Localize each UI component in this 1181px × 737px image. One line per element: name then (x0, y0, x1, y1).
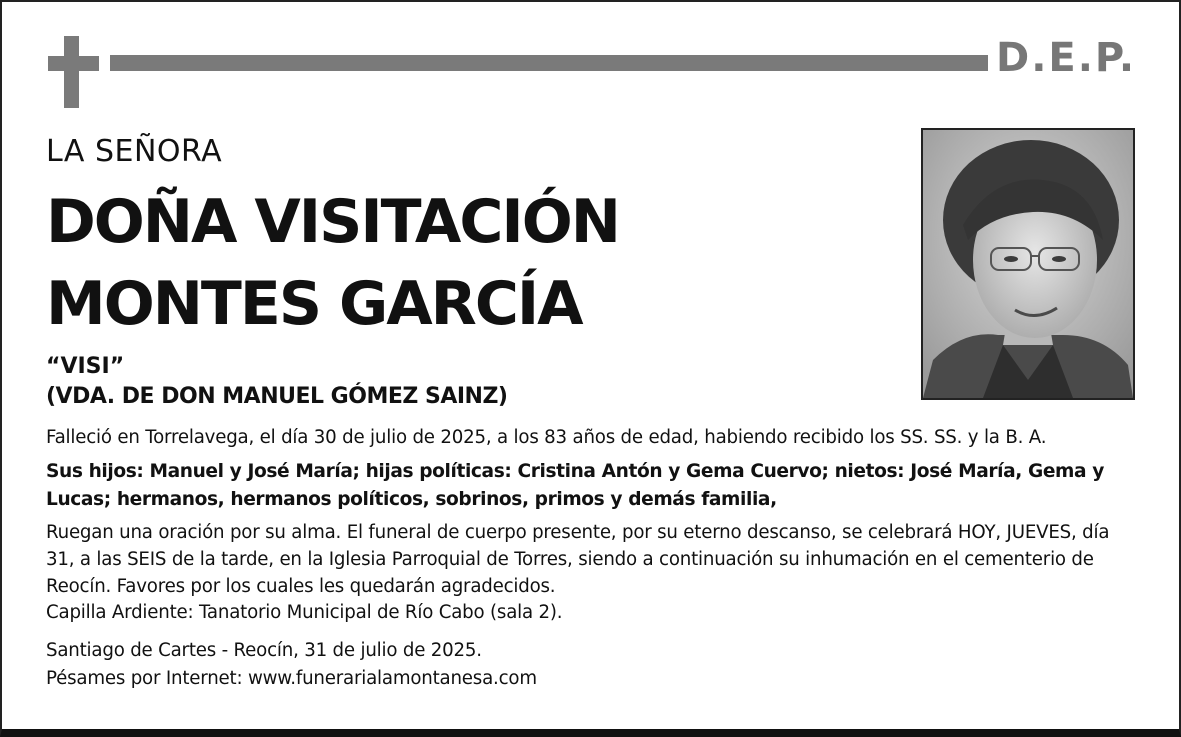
widow-of: (VDA. DE DON MANUEL GÓMEZ SAINZ) (46, 384, 508, 409)
funeral-details: Ruegan una oración por su alma. El funeral de cuerpo presente, por su eterno descanso, se celebrará HOY, JUEVES, día 31, a las SEIS de la tarde, en la Iglesia Parroquial de Torres, siendo a continuación su inhumación en el cementerio de Reocín. Favores por los cuales les quedarán agradecidos. (46, 522, 1110, 597)
portrait-photo (921, 128, 1135, 400)
header-rule (110, 55, 988, 71)
family-list: Sus hijos: Manuel y José María; hijas políticas: Cristina Antón y Gema Cuervo; nietos: José María, Gema y Lucas; hermanos, hermanos políticos, sobrinos, primos y demás familia, (46, 461, 1104, 510)
deceased-name-line2: MONTES GARCÍA (46, 269, 582, 339)
cross-icon (64, 36, 79, 108)
chapel-info: Capilla Ardiente: Tanatorio Municipal de Río Cabo (sala 2). (46, 602, 563, 623)
nickname: “VISI” (46, 354, 125, 379)
honorific: LA SEÑORA (46, 134, 223, 169)
deceased-name-line1: DOÑA VISITACIÓN (46, 187, 619, 257)
condolences-link[interactable]: Pésames por Internet: www.funerarialamontanesa.com (46, 668, 537, 689)
deceased-name (46, 181, 619, 345)
dep-label: D.E.P. (996, 35, 1137, 81)
death-notice: Falleció en Torrelavega, el día 30 de julio de 2025, a los 83 años de edad, habiendo recibido los SS. SS. y la B. A. (46, 427, 1047, 448)
cross-icon-bar (48, 56, 99, 71)
place-date: Santiago de Cartes - Reocín, 31 de julio de 2025. (46, 640, 482, 661)
